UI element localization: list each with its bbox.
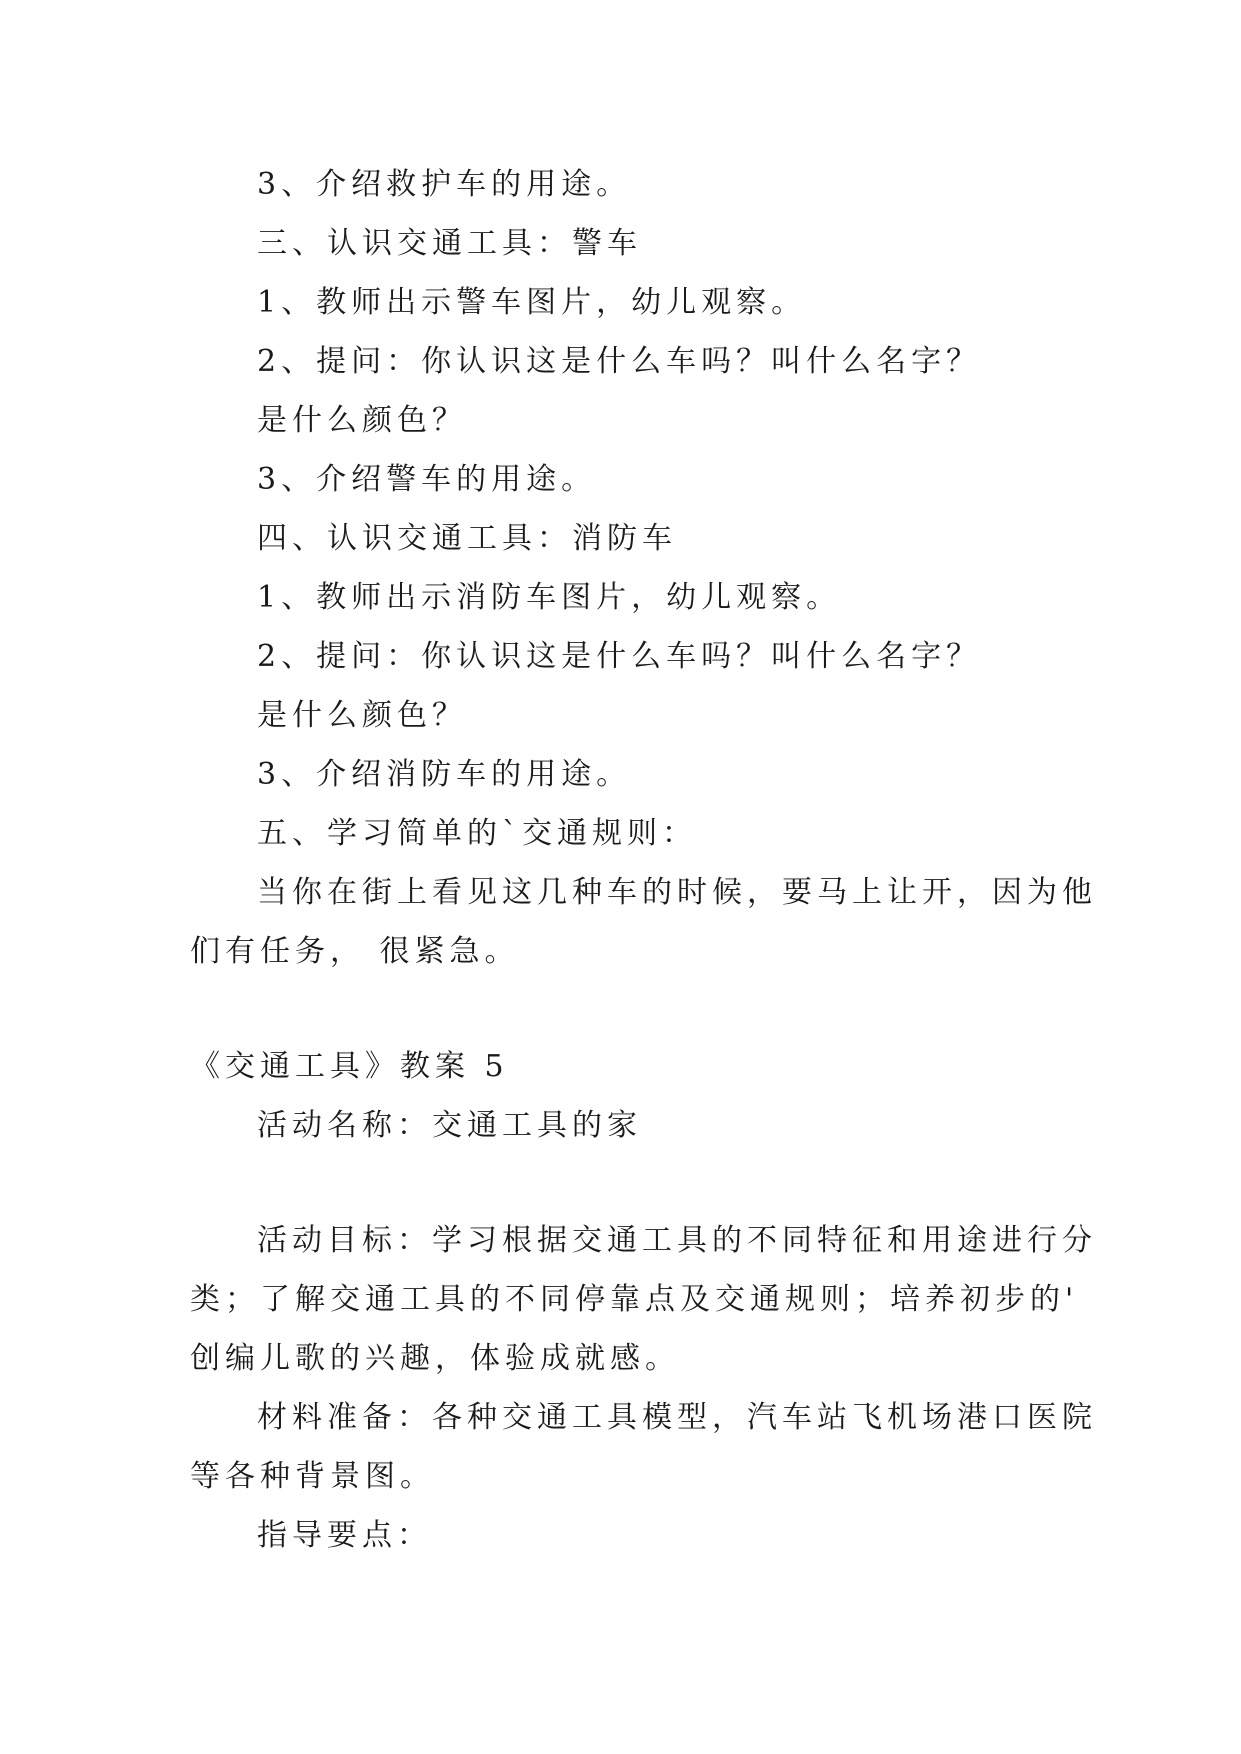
text-line: 2、提问：你认识这是什么车吗？叫什么名字？ bbox=[257, 639, 982, 674]
text-line: 2、提问：你认识这是什么车吗？叫什么名字？ bbox=[257, 344, 982, 379]
paragraph-line: 活动目标：学习根据交通工具的不同特征和用途进行分 bbox=[257, 1223, 1097, 1258]
text-line: 是什么颜色？ bbox=[257, 698, 467, 733]
paragraph-line: 创编儿歌的兴趣，体验成就感。 bbox=[190, 1341, 680, 1376]
section-heading: 五、学习简单的`交通规则： bbox=[257, 816, 697, 851]
text-line: 指导要点： bbox=[257, 1518, 432, 1553]
text-line: 是什么颜色？ bbox=[257, 403, 467, 438]
text-line: 1、教师出示消防车图片，幼儿观察。 bbox=[257, 580, 842, 615]
text-line: 1、教师出示警车图片，幼儿观察。 bbox=[257, 285, 807, 320]
section-heading: 四、认识交通工具：消防车 bbox=[257, 521, 677, 556]
paragraph-line: 们有任务， 很紧急。 bbox=[190, 934, 520, 969]
document-title: 《交通工具》教案 5 bbox=[190, 1049, 509, 1084]
text-line: 活动名称：交通工具的家 bbox=[257, 1108, 642, 1143]
paragraph-line: 材料准备：各种交通工具模型，汽车站飞机场港口医院 bbox=[257, 1400, 1097, 1435]
text-line: 3、介绍救护车的用途。 bbox=[257, 167, 632, 202]
text-line: 3、介绍消防车的用途。 bbox=[257, 757, 632, 792]
text-line: 3、介绍警车的用途。 bbox=[257, 462, 597, 497]
paragraph-line: 类；了解交通工具的不同停靠点及交通规则；培养初步的' bbox=[190, 1282, 1079, 1317]
paragraph-line: 等各种背景图。 bbox=[190, 1459, 435, 1494]
section-heading: 三、认识交通工具：警车 bbox=[257, 226, 642, 261]
paragraph-line: 当你在街上看见这几种车的时候，要马上让开，因为他 bbox=[257, 875, 1097, 910]
